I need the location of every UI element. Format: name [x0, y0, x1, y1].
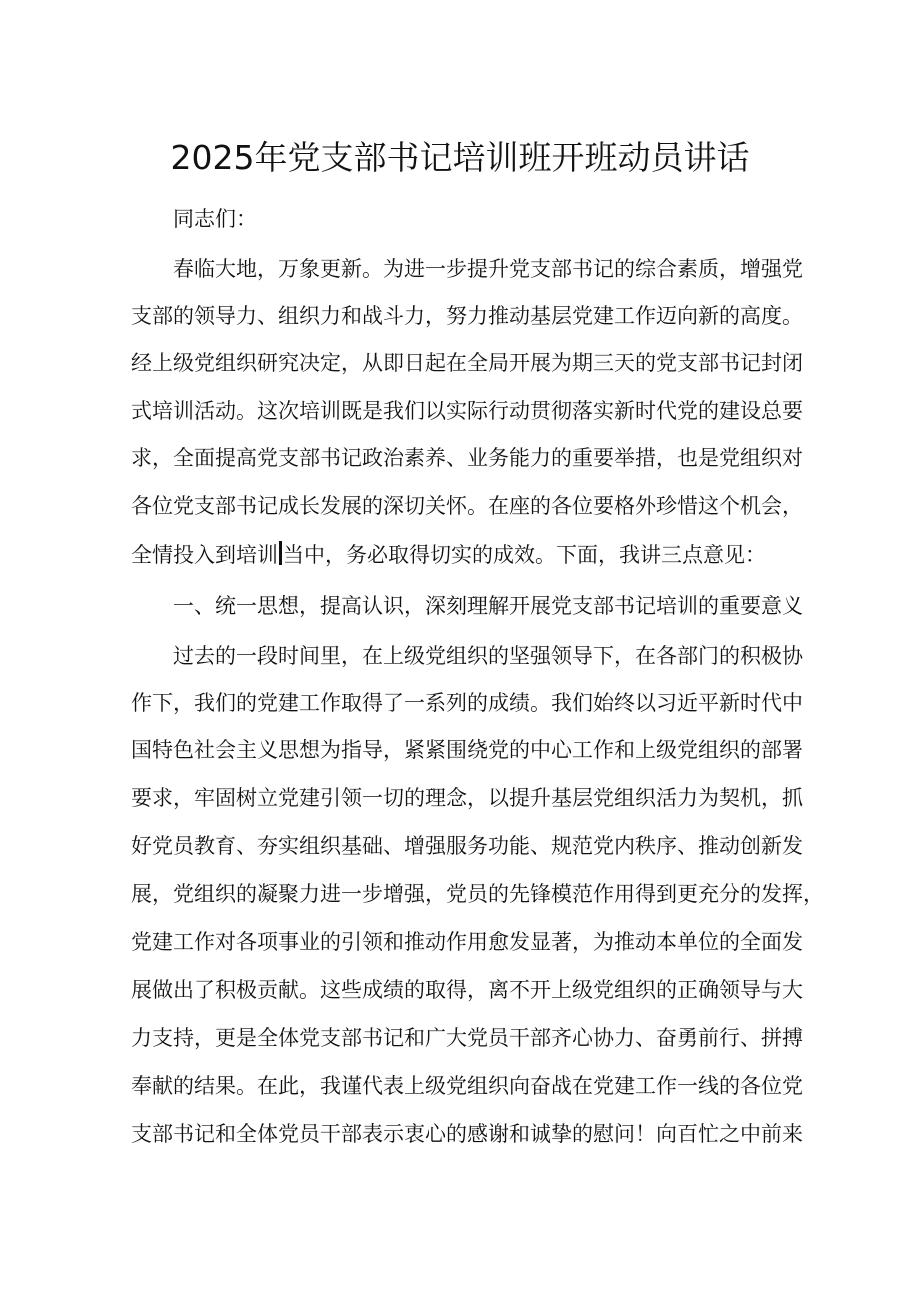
paragraph-line: 展做出了积极贡献。这些成绩的取得，离不开上级党组织的正确领导与大 — [131, 978, 803, 1002]
paragraph-line: 要求，牢固树立党建引领一切的理念，以提升基层党组织活力为契机，抓 — [131, 786, 803, 810]
paragraph-line: 求，全面提高党支部书记政治素养、业务能力的重要举措，也是党组织对 — [131, 446, 803, 470]
document-title: 2025年党支部书记培训班开班动员讲话 — [170, 138, 750, 177]
text-cursor-mark — [279, 541, 282, 565]
paragraph-line: 支部书记和全体党员干部表示衷心的感谢和诚挚的慰问！向百忙之中前来 — [131, 1122, 803, 1146]
line-text-after-cursor: 当中，务必取得切实的成效。下面，我讲三点意见： — [283, 543, 766, 567]
paragraph-line-with-cursor — [131, 540, 766, 570]
paragraph-line: 力支持，更是全体党支部书记和广大党员干部齐心协力、奋勇前行、拼搏 — [131, 1026, 803, 1050]
paragraph-line: 支部的领导力、组织力和战斗力，努力推动基层党建工作迈向新的高度。 — [131, 304, 803, 328]
paragraph-line: 经上级党组织研究决定，从即日起在全局开展为期三天的党支部书记封闭 — [131, 351, 803, 375]
section-heading: 一、统一思想，提高认识，深刻理解开展党支部书记培训的重要意义 — [173, 594, 803, 618]
paragraph-line: 展，党组织的凝聚力进一步增强，党员的先锋模范作用得到更充分的发挥， — [131, 882, 824, 906]
paragraph-line: 过去的一段时间里，在上级党组织的坚强领导下，在各部门的积极协 — [173, 644, 803, 668]
paragraph-line: 各位党支部书记成长发展的深切关怀。在座的各位要格外珍惜这个机会， — [131, 494, 803, 518]
paragraph-line: 作下，我们的党建工作取得了一系列的成绩。我们始终以习近平新时代中 — [131, 691, 803, 715]
paragraph-line: 国特色社会主义思想为指导，紧紧围绕党的中心工作和上级党组织的部署 — [131, 738, 803, 762]
paragraph-line: 奉献的结果。在此，我谨代表上级党组织向奋战在党建工作一线的各位党 — [131, 1074, 803, 1098]
paragraph-line: 春临大地，万象更新。为进一步提升党支部书记的综合素质，增强党 — [173, 257, 803, 281]
paragraph-line: 式培训活动。这次培训既是我们以实际行动贯彻落实新时代党的建设总要 — [131, 399, 803, 423]
line-text-before-cursor: 全情投入到培训 — [131, 543, 278, 567]
salutation: 同志们： — [173, 207, 257, 231]
paragraph-line: 党建工作对各项事业的引领和推动作用愈发显著，为推动本单位的全面发 — [131, 930, 803, 954]
paragraph-line: 好党员教育、夯实组织基础、增强服务功能、规范党内秩序、推动创新发 — [131, 834, 803, 858]
